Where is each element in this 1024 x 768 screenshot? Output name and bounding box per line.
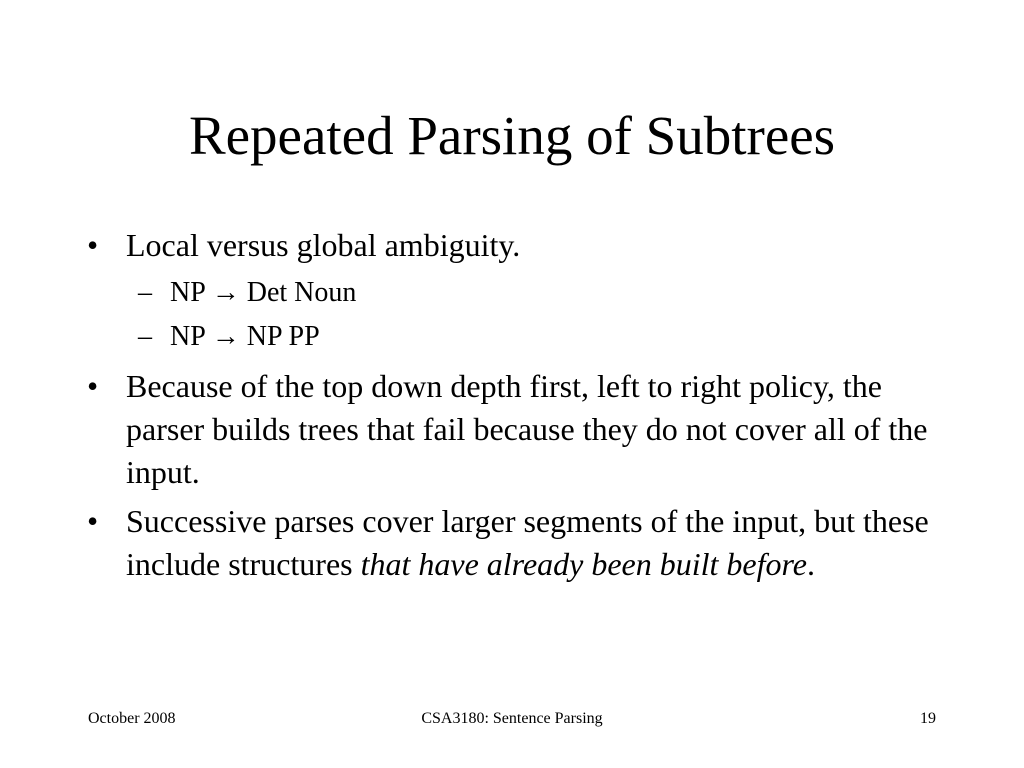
- bullet-item: [82, 224, 962, 359]
- bullet-text: Local versus global ambiguity.: [126, 227, 521, 263]
- bullet-text-end: .: [806, 546, 815, 582]
- bullet-marker: •: [87, 227, 99, 263]
- bullet-marker: •: [87, 503, 99, 539]
- sub-bullet-item: [126, 271, 962, 315]
- slide-title: Repeated Parsing of Subtrees: [188, 105, 836, 166]
- sub-bullet-item: [126, 315, 962, 359]
- sub-bullet-text: NP → Det Noun: [170, 277, 357, 308]
- sub-bullet-list: [126, 271, 962, 359]
- bullet-item: [82, 365, 962, 494]
- sub-bullet-marker: –: [138, 277, 152, 308]
- bullet-text-italic: that have already been built before: [360, 546, 807, 582]
- bullet-list: [82, 224, 962, 592]
- footer-page-number: 19: [920, 710, 936, 727]
- bullet-text: [126, 503, 929, 582]
- footer-date: October 2008: [88, 710, 176, 727]
- bullet-text-plain: Successive parses cover larger segments of the input, but these include structures: [126, 503, 929, 582]
- sub-bullet-text: NP → NP PP: [170, 321, 320, 352]
- bullet-marker: •: [87, 368, 99, 404]
- bullet-text: Because of the top down depth first, left to right policy, the parser builds trees that fail because they do not cover all of the input.: [126, 368, 928, 490]
- sub-bullet-marker: –: [138, 321, 152, 352]
- bullet-item: [82, 500, 962, 586]
- footer-course: CSA3180: Sentence Parsing: [421, 710, 603, 727]
